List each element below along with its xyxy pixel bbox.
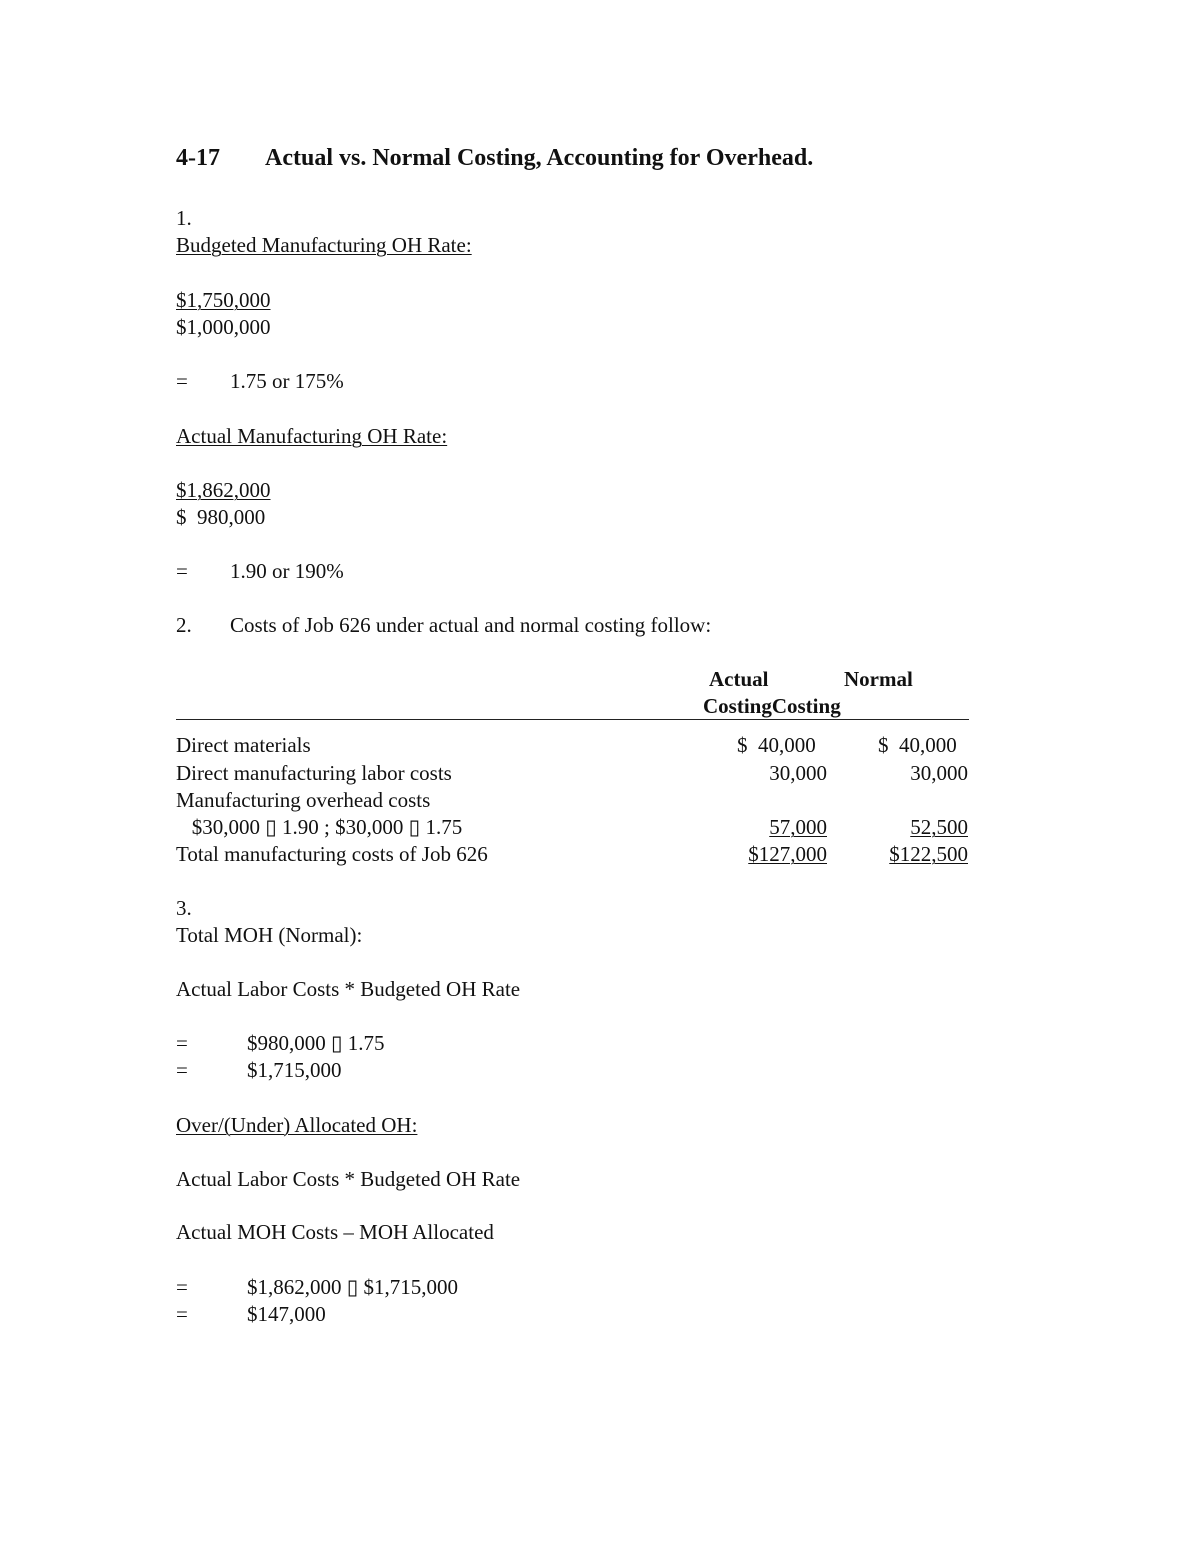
table-cell-actual: $127,000	[748, 842, 827, 866]
table-cell-normal: 52,500	[910, 815, 968, 839]
formula-line: Actual Labor Costs * Budgeted OH Rate	[176, 977, 521, 1001]
table-cell-normal: $122,500	[889, 842, 968, 866]
problem-number: 4-17	[176, 145, 220, 171]
table-row-label: Direct manufacturing labor costs	[176, 761, 452, 785]
actual-numerator: $1,862,000	[176, 478, 271, 502]
actual-denominator: $ 980,000	[176, 505, 266, 529]
budgeted-equals: =	[176, 369, 188, 393]
page-title: Actual vs. Normal Costing, Accounting for Overhead.	[265, 145, 814, 171]
part-2-intro: Costs of Job 626 under actual and normal costing follow:	[230, 613, 712, 637]
column-header-normal: Normal	[844, 667, 913, 691]
table-header-rule	[176, 719, 969, 720]
equals-sign: =	[176, 1058, 188, 1082]
budgeted-numerator: $1,750,000	[176, 288, 271, 312]
budgeted-denominator: $1,000,000	[176, 315, 271, 339]
table-cell-actual: $ 40,000	[737, 733, 816, 757]
equals-sign: =	[176, 1275, 188, 1299]
table-cell-normal: $ 40,000	[878, 733, 957, 757]
table-row-label: Total manufacturing costs of Job 626	[176, 842, 488, 866]
formula-line: Actual MOH Costs – MOH Allocated	[176, 1220, 494, 1244]
table-cell-normal: 30,000	[910, 761, 968, 785]
calculation-line: $1,862,000 ▯ $1,715,000	[247, 1275, 459, 1299]
equals-sign: =	[176, 1031, 188, 1055]
table-cell-actual: 30,000	[769, 761, 827, 785]
column-header-costing: CostingCosting	[703, 694, 841, 718]
actual-result: 1.90 or 190%	[230, 559, 344, 583]
table-cell-actual: 57,000	[769, 815, 827, 839]
part-3-label: 3.	[176, 896, 192, 920]
actual-equals: =	[176, 559, 188, 583]
calculation-line: $147,000	[247, 1302, 326, 1326]
table-row-label: Manufacturing overhead costs	[176, 788, 431, 812]
table-row-label: Direct materials	[176, 733, 311, 757]
column-header-actual: Actual	[709, 667, 769, 691]
over-under-heading: Over/(Under) Allocated OH:	[176, 1113, 418, 1137]
calculation-line: $980,000 ▯ 1.75	[247, 1031, 385, 1055]
table-row-label: $30,000 ▯ 1.90 ; $30,000 ▯ 1.75	[176, 815, 463, 839]
part-1-label: 1.	[176, 206, 192, 230]
calculation-line: $1,715,000	[247, 1058, 342, 1082]
actual-oh-rate-heading: Actual Manufacturing OH Rate:	[176, 424, 448, 448]
budgeted-oh-rate-heading: Budgeted Manufacturing OH Rate:	[176, 233, 472, 257]
formula-line: Actual Labor Costs * Budgeted OH Rate	[176, 1167, 521, 1191]
part-2-label: 2.	[176, 613, 192, 637]
budgeted-result: 1.75 or 175%	[230, 369, 344, 393]
equals-sign: =	[176, 1302, 188, 1326]
total-moh-heading: Total MOH (Normal):	[176, 923, 363, 947]
